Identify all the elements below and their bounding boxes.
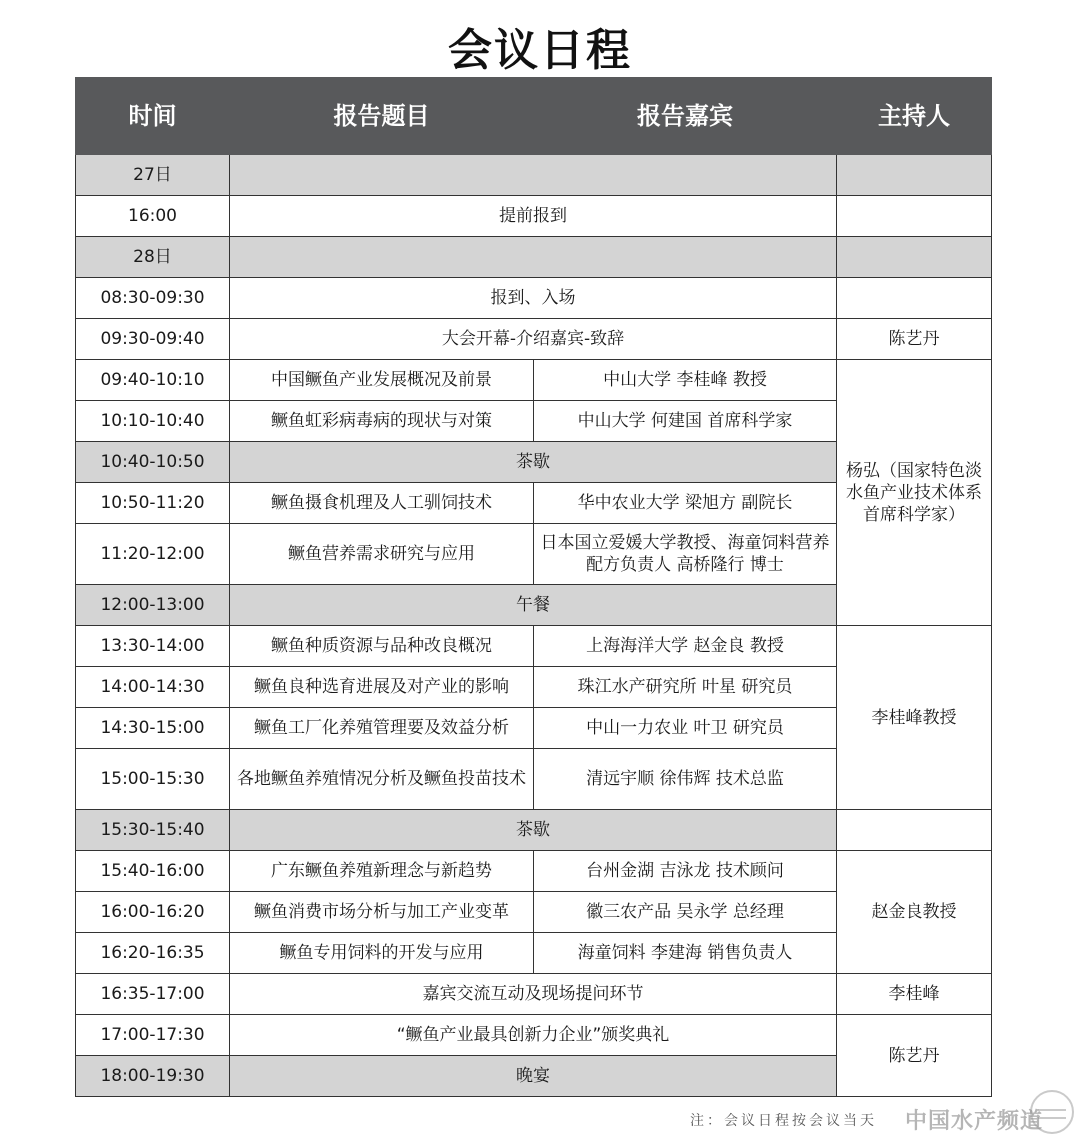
topic-cell: 鳜鱼工厂化养殖管理要及效益分析 [230,708,534,749]
time-cell: 08:30-09:30 [76,278,230,319]
break-row [76,810,992,851]
table-row [76,278,992,319]
table-row [76,196,992,237]
table-row [76,974,992,1015]
speaker-cell: 海童饲料 李建海 销售负责人 [534,933,837,974]
host-cell: 陈艺丹 [837,1015,992,1097]
watermark-text: 中国水产频道 [905,1109,1044,1134]
topic-cell: 鳜鱼种质资源与品种改良概况 [230,626,534,667]
speaker-cell: 中山大学 李桂峰 教授 [534,360,837,401]
table-row [76,626,992,667]
day-fill [230,155,837,196]
time-cell: 16:00-16:20 [76,892,230,933]
host-cell: 赵金良教授 [837,851,992,974]
topic-cell: 报到、入场 [230,278,837,319]
table-row [76,360,992,401]
topic-cell: 提前报到 [230,196,837,237]
topic-cell: 鳜鱼摄食机理及人工驯饲技术 [230,483,534,524]
header-speaker: 报告嘉宾 [534,78,837,155]
topic-cell: 茶歇 [230,810,837,851]
topic-cell: 鳜鱼虹彩病毒病的现状与对策 [230,401,534,442]
host-cell: 杨弘（国家特色淡水鱼产业技术体系首席科学家） [837,360,992,626]
header-host: 主持人 [837,78,992,155]
time-cell: 15:40-16:00 [76,851,230,892]
time-cell: 14:30-15:00 [76,708,230,749]
topic-cell: 茶歇 [230,442,837,483]
host-cell: 陈艺丹 [837,319,992,360]
speaker-cell: 上海海洋大学 赵金良 教授 [534,626,837,667]
host-cell-empty [837,810,992,851]
time-cell: 13:30-14:00 [76,626,230,667]
host-cell-empty [837,278,992,319]
time-cell: 14:00-14:30 [76,667,230,708]
time-cell: 11:20-12:00 [76,524,230,585]
footnote: 注：会议日程按会议当天 [690,1113,877,1129]
topic-cell: 各地鳜鱼养殖情况分析及鳜鱼投苗技术 [230,749,534,810]
time-cell: 16:20-16:35 [76,933,230,974]
speaker-cell: 珠江水产研究所 叶星 研究员 [534,667,837,708]
day-host-fill [837,237,992,278]
topic-cell: 晚宴 [230,1056,837,1097]
time-cell: 09:40-10:10 [76,360,230,401]
speaker-cell: 中山大学 何建国 首席科学家 [534,401,837,442]
schedule-table [75,77,992,1097]
header-row [76,78,992,155]
speaker-cell: 徽三农产品 吴永学 总经理 [534,892,837,933]
topic-cell: 午餐 [230,585,837,626]
topic-cell: 鳜鱼良种选育进展及对产业的影响 [230,667,534,708]
time-cell: 12:00-13:00 [76,585,230,626]
topic-cell: 大会开幕-介绍嘉宾-致辞 [230,319,837,360]
time-cell: 10:40-10:50 [76,442,230,483]
speaker-cell: 中山一力农业 叶卫 研究员 [534,708,837,749]
time-cell: 09:30-09:40 [76,319,230,360]
day-fill [230,237,837,278]
topic-cell: 鳜鱼专用饲料的开发与应用 [230,933,534,974]
table-row [76,1015,992,1056]
time-cell: 17:00-17:30 [76,1015,230,1056]
day-label: 27日 [76,155,230,196]
time-cell: 10:10-10:40 [76,401,230,442]
page-title: 会议日程 [448,25,632,76]
header-time: 时间 [76,78,230,155]
topic-cell: 中国鳜鱼产业发展概况及前景 [230,360,534,401]
day-label: 28日 [76,237,230,278]
speaker-cell: 日本国立爱媛大学教授、海童饲料营养配方负责人 高桥隆行 博士 [534,524,837,585]
topic-cell: “鳜鱼产业最具创新力企业”颁奖典礼 [230,1015,837,1056]
day-row [76,155,992,196]
header-topic: 报告题目 [230,78,534,155]
speaker-cell: 清远宇顺 徐伟辉 技术总监 [534,749,837,810]
table-row [76,319,992,360]
speaker-cell: 台州金湖 吉泳龙 技术顾问 [534,851,837,892]
time-cell: 10:50-11:20 [76,483,230,524]
topic-cell: 鳜鱼营养需求研究与应用 [230,524,534,585]
time-cell: 15:00-15:30 [76,749,230,810]
host-cell-empty [837,196,992,237]
time-cell: 16:00 [76,196,230,237]
table-row [76,851,992,892]
time-cell: 16:35-17:00 [76,974,230,1015]
time-cell: 15:30-15:40 [76,810,230,851]
host-cell: 李桂峰教授 [837,626,992,810]
host-cell: 李桂峰 [837,974,992,1015]
globe-icon [1030,1090,1074,1134]
day-row [76,237,992,278]
topic-cell: 广东鳜鱼养殖新理念与新趋势 [230,851,534,892]
topic-cell: 嘉宾交流互动及现场提问环节 [230,974,837,1015]
speaker-cell: 华中农业大学 梁旭方 副院长 [534,483,837,524]
topic-cell: 鳜鱼消费市场分析与加工产业变革 [230,892,534,933]
time-cell: 18:00-19:30 [76,1056,230,1097]
day-host-fill [837,155,992,196]
